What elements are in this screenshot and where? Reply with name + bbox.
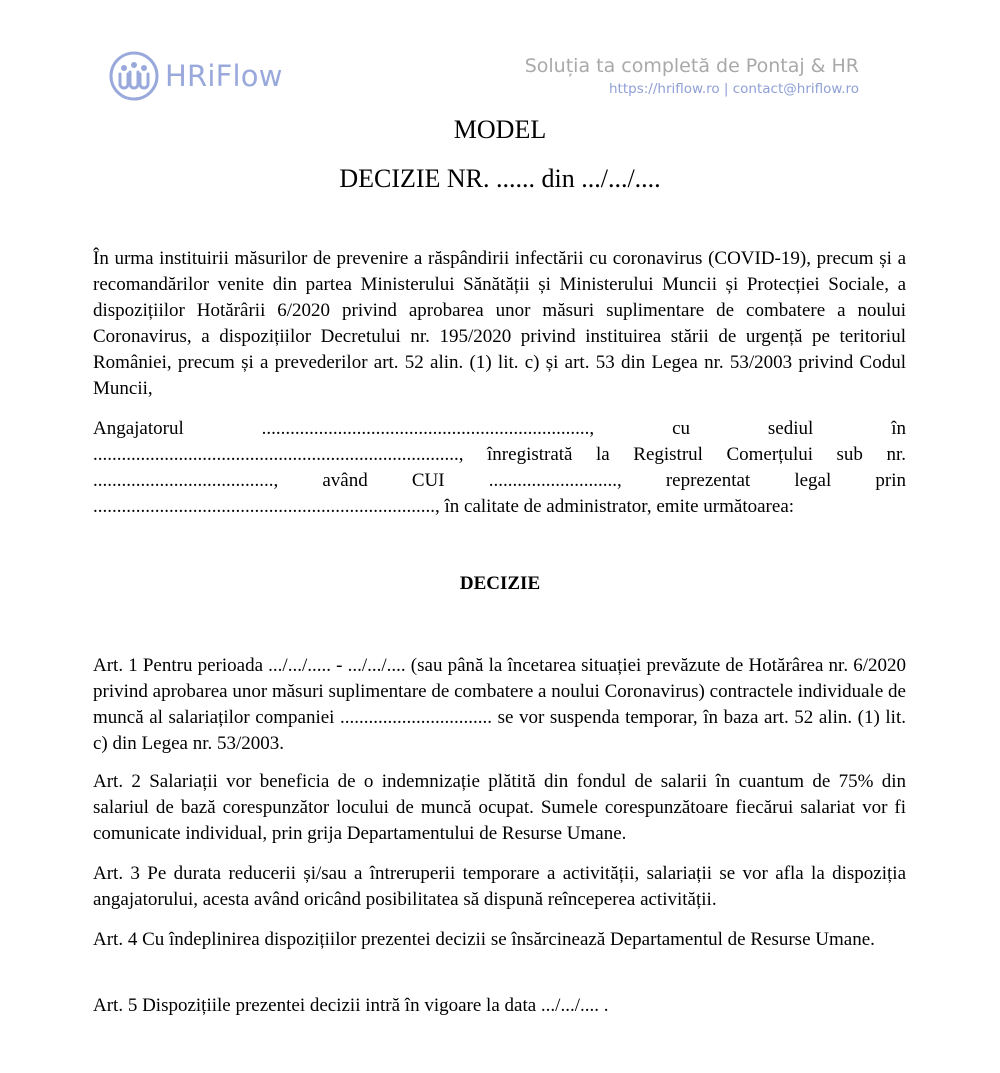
tagline-text: Soluția ta completă de Pontaj & HR (524, 55, 859, 77)
article-2: Art. 2 Salariații vor beneficia de o indemnizație plătită din fondul de salarii în cuantum de 75% din salariul de bază corespunzător locului de muncă ocupat. Sumele corespunzătoare fiecărui salariat vor fi comunicate individual, prin grija Departamentului de Resurse Umane. (93, 771, 906, 844)
people-circle-icon (108, 50, 160, 102)
article-1: Art. 1 Pentru perioada .../.../..... - .../.../.... (sau până la încetarea situației prevăzute de Hotărârea nr. 6/2020 privind aprobarea unor măsuri suplimentare de combatere a noului Coronavirus) contractele individuale de muncă al salariaților companiei ................................ se vor suspenda temporar, în baza art. 52 alin. (1) lit. c) din Legea nr. 53/2003. (93, 655, 906, 754)
article-3: Art. 3 Pe durata reducerii și/sau a întreruperii temporare a activității, salariații se vor afla la dispoziția angajatorului, acesta având oricând posibilitatea să dispună reînceperea activității. (93, 863, 906, 910)
logo-text: HRiFlow (165, 59, 283, 93)
decision-number-title: DECIZIE NR. ...... din .../.../.... (339, 164, 661, 193)
article-4: Art. 4 Cu îndeplinirea dispozițiilor prezentei decizii se însărcinează Departamentul de Resurse Umane. (93, 929, 875, 950)
hriflow-logo (108, 50, 283, 102)
section-heading: DECIZIE (459, 573, 541, 594)
article-5: Art. 5 Dispozițiile prezentei decizii intră în vigoare la data .../.../.... . (93, 995, 609, 1016)
header-tagline (525, 54, 859, 99)
employer-paragraph: Angajatorul ....................................................................., cu sediul în ............................................................................., înregistrată la Registrul Comerțului sub nr. ......................................, având CUI ..........................., reprezentat legal prin ........................................................................, în calitate de administrator, emite următoarea: (93, 418, 906, 517)
document-title: MODEL (453, 115, 547, 144)
intro-paragraph: În urma instituirii măsurilor de prevenire a răspândirii infectării cu coronavirus (COVID-19), precum și a recomandărilor venite din partea Ministerului Sănătății și Ministerului Muncii și Protecției Sociale, a dispozițiilor Hotărârii 6/2020 privind aprobarea unor măsuri suplimentare de combatere a noului Coronavirus, a dispozițiilor Decretului nr. 195/2020 privind instituirea stării de urgență pe teritoriul României, precum și a prevederilor art. 52 alin. (1) lit. c) și art. 53 din Legea nr. 53/2003 privind Codul Muncii, (93, 248, 906, 399)
contact-links[interactable]: https://hriflow.ro | contact@hriflow.ro (609, 81, 859, 97)
